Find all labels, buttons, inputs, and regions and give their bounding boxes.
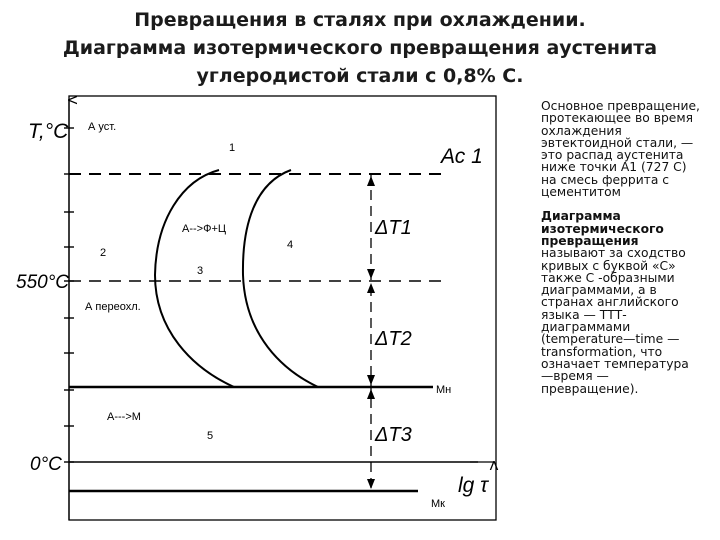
- transformation-start-curve: [155, 170, 234, 387]
- label-a-fc: А-->Ф+Ц: [182, 223, 227, 235]
- description-paragraph-2-text: называют за сходство кривых с буквой «С» также С -образными диаграммами, а в странах английского языка — ТТТ-диаграммами (temperature—time —transformation, что означает температура—время —превращение).: [541, 246, 689, 396]
- description-paragraph-2: [541, 210, 701, 394]
- label-delta-t3: ΔT3: [375, 424, 412, 446]
- title-line-2: Диаграмма изотермического превращения аустенита: [62, 37, 658, 59]
- description-term: Диаграмма изотермического превращения: [541, 209, 664, 248]
- tick-label-550: 550°C: [16, 272, 70, 293]
- label-a-m: А--->М: [107, 411, 141, 423]
- region-number-4: 4: [287, 239, 294, 251]
- label-mn: Мн: [436, 384, 452, 396]
- label-a-ust: А уст.: [88, 121, 117, 133]
- region-number-2: 2: [100, 247, 107, 259]
- title-line-3: углеродистой стали с 0,8% С.: [196, 65, 524, 87]
- region-number-1: 1: [229, 142, 236, 154]
- x-axis-label: lg τ: [458, 474, 489, 497]
- label-delta-t1: ΔT1: [375, 217, 412, 239]
- region-number-3: 3: [197, 265, 204, 277]
- label-delta-t2: ΔT2: [375, 328, 412, 350]
- title-line-1: Превращения в сталях при охлаждении.: [134, 9, 586, 31]
- label-ac1: Ас 1: [441, 145, 483, 168]
- y-axis-label: T,°C: [28, 120, 69, 143]
- tick-label-0: 0°C: [30, 454, 62, 475]
- region-number-5: 5: [207, 430, 214, 442]
- label-a-pereohl: А переохл.: [85, 301, 141, 313]
- label-mk: Мк: [431, 498, 445, 510]
- description-paragraph-1: Основное превращение, протекающее во время охлаждения эвтектоидной стали, — это распад аустенита ниже точки А1 (727 С) на смесь феррита с цементитом: [541, 99, 700, 200]
- description-panel: [541, 100, 701, 395]
- transformation-end-curve: [243, 170, 318, 387]
